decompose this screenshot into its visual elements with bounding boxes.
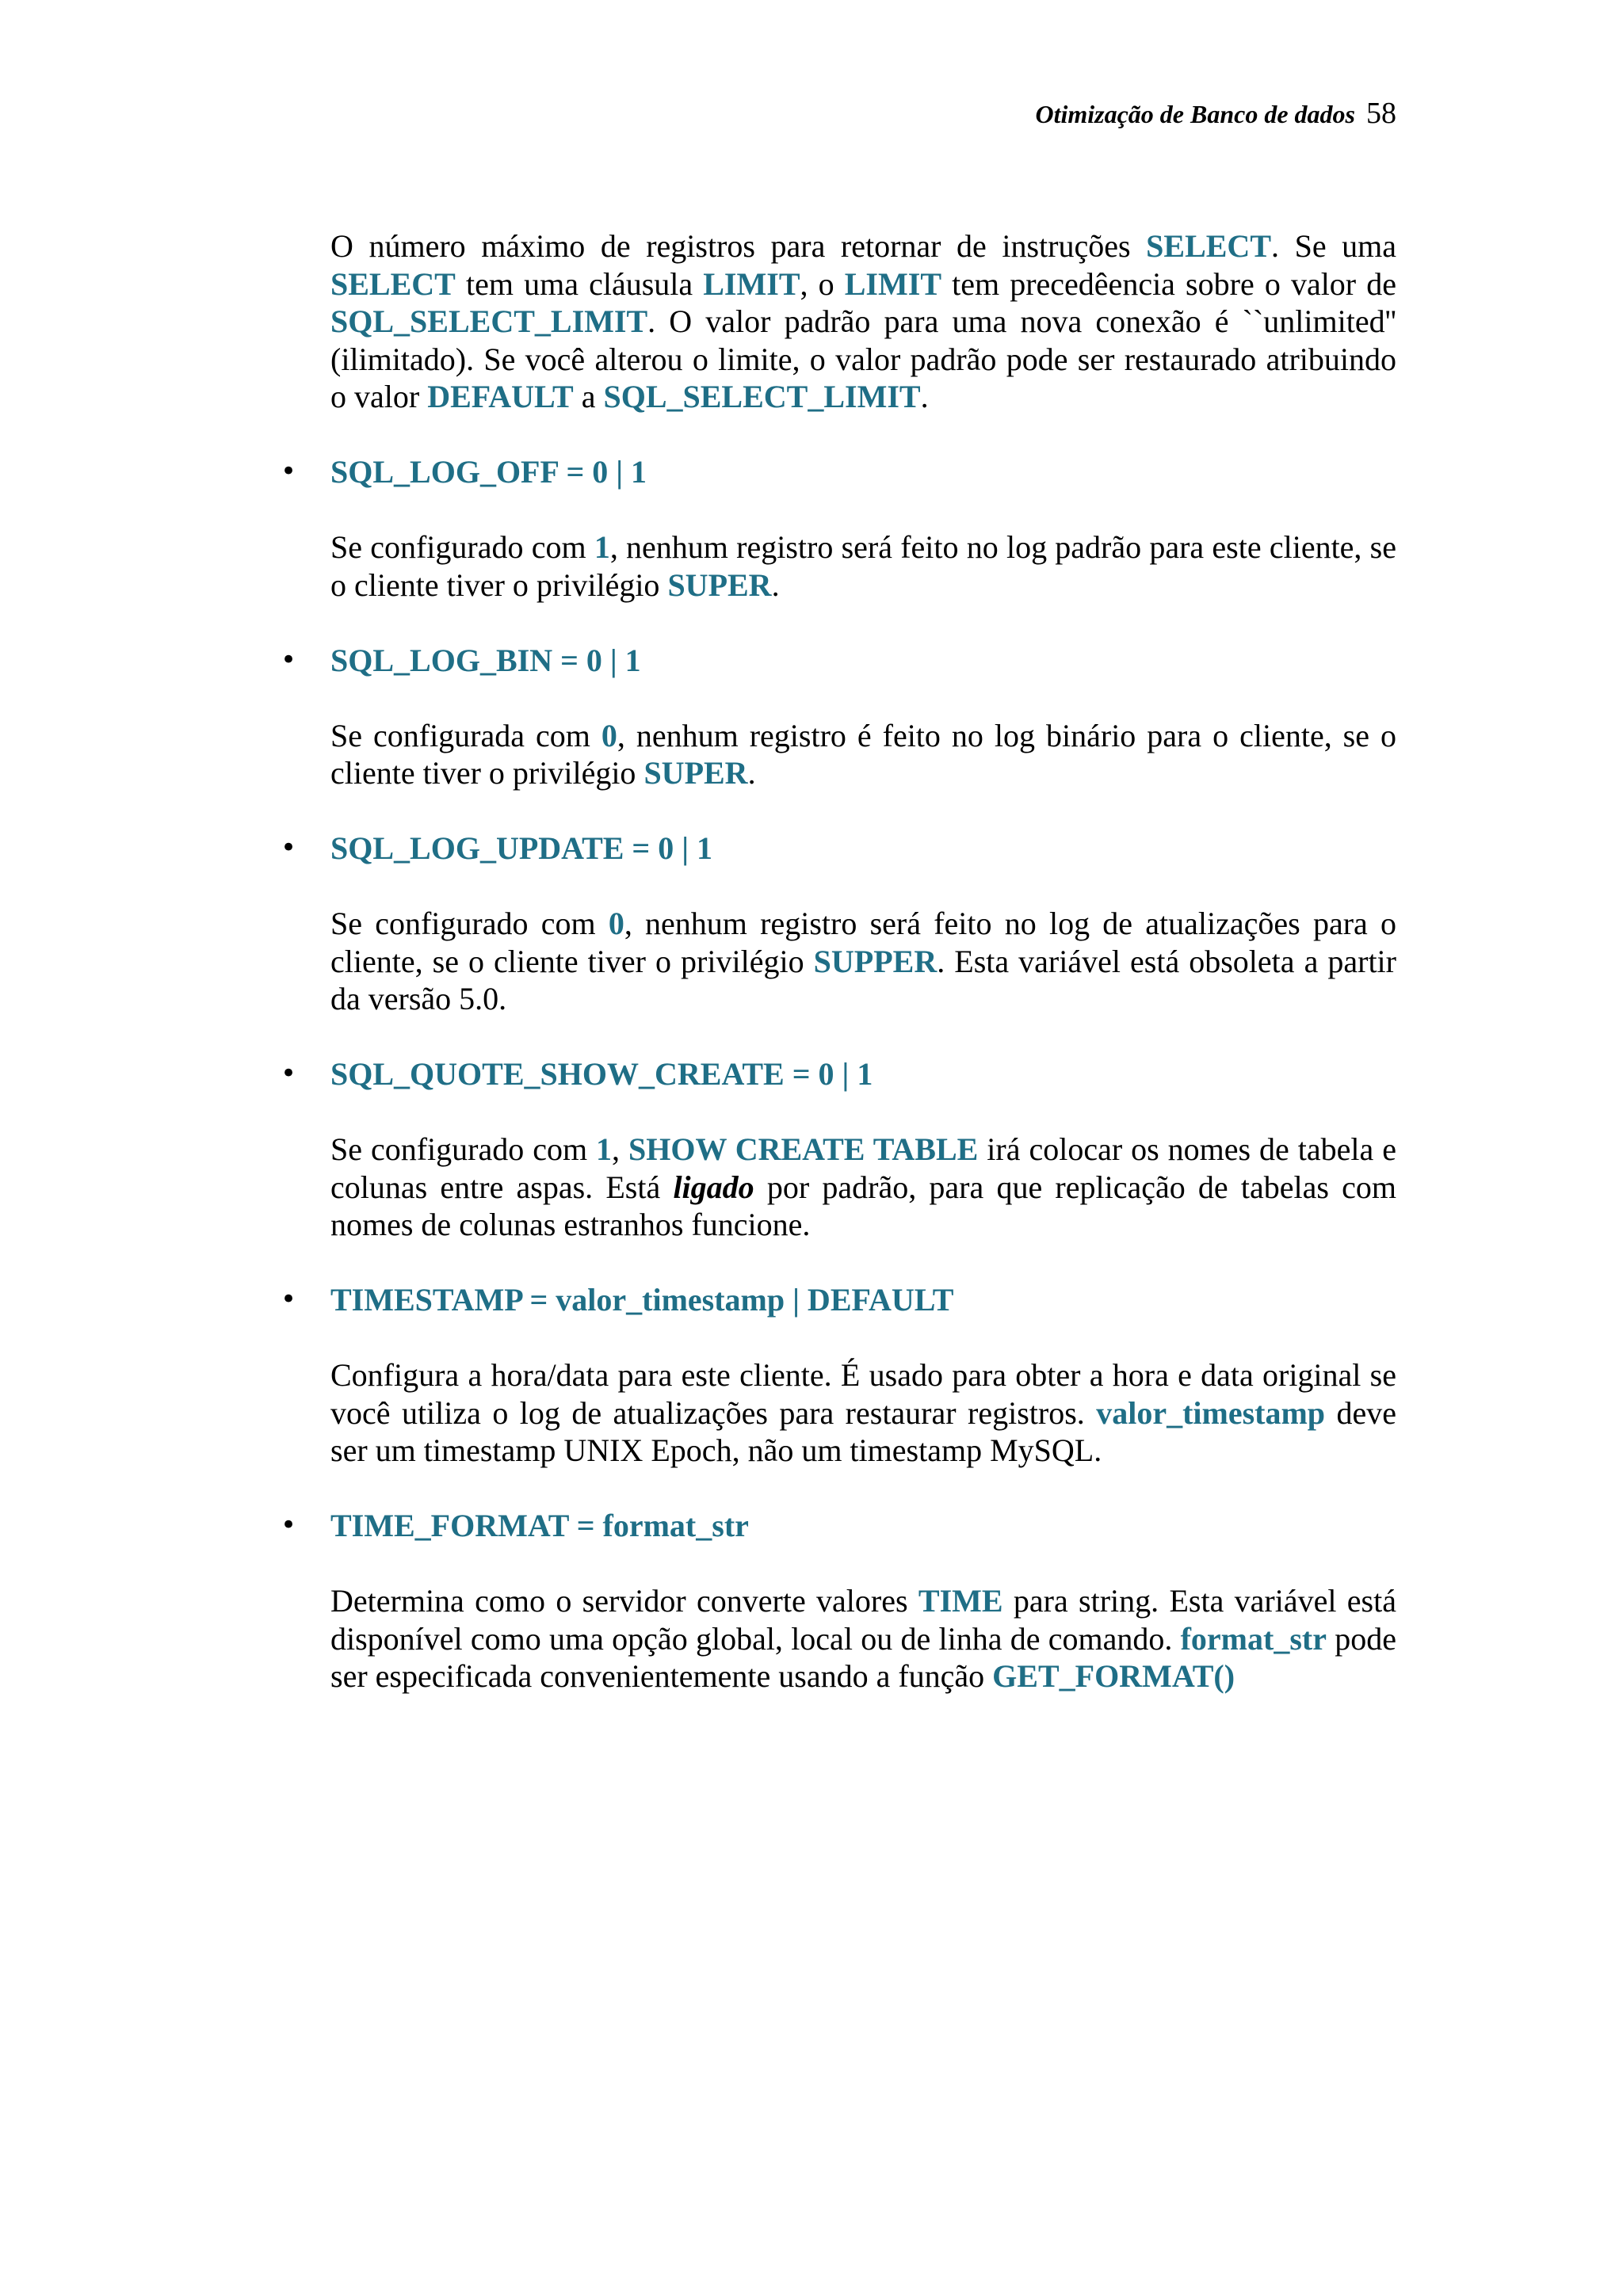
item-heading-text: SQL_QUOTE_SHOW_CREATE = 0 | 1 bbox=[330, 1056, 873, 1092]
item-heading bbox=[281, 642, 1396, 680]
item-description bbox=[330, 1131, 1396, 1244]
item-timestamp bbox=[281, 1281, 1396, 1470]
text-run: a bbox=[573, 379, 604, 414]
item-heading-text: SQL_LOG_OFF = 0 | 1 bbox=[330, 454, 647, 490]
text-run: . O valor padrão para uma nova conexão é ``unlimited'' (ilimitado). Se você alterou o limite, o valor padrão pode ser restaurado atribuindo o valor bbox=[330, 303, 1396, 414]
text-run: deve ser um timestamp UNIX Epoch, não um timestamp MySQL. bbox=[330, 1394, 1396, 1468]
item-sql-log-update bbox=[281, 830, 1396, 1018]
text-run: . bbox=[771, 566, 780, 603]
keyword: DEFAULT bbox=[427, 379, 574, 414]
text-run: , o bbox=[800, 265, 845, 302]
text-run: Se configurado com bbox=[330, 906, 609, 941]
item-heading bbox=[281, 1281, 1396, 1319]
text-run: por padrão, para que replicação de tabelas com nomes de colunas estranhos funcione. bbox=[330, 1169, 1396, 1242]
document-body bbox=[281, 227, 1397, 1695]
item-description bbox=[330, 905, 1396, 1018]
text-run: , bbox=[612, 1131, 628, 1167]
keyword: SQL_SELECT_LIMIT bbox=[330, 303, 648, 339]
item-sql-quote-show-create bbox=[281, 1055, 1396, 1244]
keyword: 1 bbox=[596, 1131, 613, 1167]
text-run: Se configurado com bbox=[330, 529, 594, 565]
item-heading-text: TIMESTAMP = valor_timestamp | DEFAULT bbox=[330, 1282, 954, 1318]
keyword: SELECT bbox=[1146, 228, 1271, 264]
bullet-icon: • bbox=[281, 1283, 297, 1315]
item-time-format bbox=[281, 1507, 1396, 1695]
item-heading-text: SQL_LOG_BIN = 0 | 1 bbox=[330, 642, 641, 678]
item-description bbox=[330, 1356, 1396, 1470]
keyword: 0 bbox=[601, 717, 617, 753]
text-run: tem precedêencia sobre o valor de bbox=[941, 265, 1396, 302]
text-run: , nenhum registro será feito no log padrão para este cliente, se o cliente tiver o privilégio bbox=[330, 529, 1396, 603]
text-run: Configura a hora/data para este cliente. É usado para obter a hora e data original se você utiliza o log de atualizações para restaurar registros. bbox=[330, 1357, 1396, 1431]
item-description bbox=[330, 528, 1396, 604]
item-heading-text: TIME_FORMAT = format_str bbox=[330, 1508, 749, 1543]
bullet-icon: • bbox=[281, 832, 297, 864]
text-run: O número máximo de registros para retornar de instruções bbox=[330, 228, 1147, 264]
keyword: format_str bbox=[1180, 1620, 1327, 1657]
text-run: , nenhum registro será feito no log de atualizações para o cliente, se o cliente tiver o privilégio bbox=[330, 906, 1396, 979]
keyword: SUPER bbox=[643, 755, 748, 791]
keyword: 0 bbox=[608, 906, 624, 941]
text-run: Determina como o servidor converte valores bbox=[330, 1583, 918, 1619]
bullet-icon: • bbox=[281, 643, 297, 676]
item-description bbox=[330, 1582, 1396, 1695]
item-heading bbox=[281, 1507, 1396, 1545]
text-run: Se configurado com bbox=[330, 1131, 597, 1167]
keyword: SUPPER bbox=[813, 943, 938, 979]
emphasis: ligado bbox=[673, 1169, 754, 1205]
keyword: GET_FORMAT() bbox=[992, 1658, 1235, 1694]
item-sql-log-bin bbox=[281, 642, 1396, 792]
text-run: irá colocar os nomes de tabela e colunas entre aspas. Está bbox=[330, 1131, 1396, 1205]
text-run: . Esta variável está obsoleta a partir da versão 5.0. bbox=[330, 943, 1396, 1016]
header-title: Otimização de Banco de dados bbox=[1035, 100, 1355, 128]
bullet-icon: • bbox=[281, 1058, 297, 1089]
intro-paragraph bbox=[330, 227, 1396, 416]
page-header bbox=[1035, 93, 1396, 134]
item-heading bbox=[281, 830, 1396, 868]
keyword: LIMIT bbox=[703, 265, 800, 302]
bullet-icon: • bbox=[281, 456, 297, 487]
text-run: Se configurada com bbox=[330, 717, 601, 753]
text-run: , nenhum registro é feito no log binário para o cliente, se o cliente tiver o privilégio bbox=[330, 717, 1396, 791]
text-run: para string. Esta variável está disponível como uma opção global, local ou de linha de comando. bbox=[330, 1583, 1396, 1657]
text-run: . bbox=[920, 379, 929, 414]
keyword: SELECT bbox=[330, 265, 456, 302]
item-heading-text: SQL_LOG_UPDATE = 0 | 1 bbox=[330, 830, 713, 866]
page-number: 58 bbox=[1366, 97, 1396, 130]
keyword: SQL_SELECT_LIMIT bbox=[603, 379, 921, 414]
keyword: TIME bbox=[918, 1583, 1003, 1619]
item-description bbox=[330, 717, 1396, 792]
text-run: pode ser especificada convenientemente usando a função bbox=[330, 1620, 1396, 1694]
item-sql-log-off bbox=[281, 453, 1396, 604]
text-run: . bbox=[747, 755, 756, 791]
text-run: tem uma cláusula bbox=[455, 265, 704, 302]
keyword: valor_timestamp bbox=[1096, 1394, 1326, 1431]
keyword: SUPER bbox=[667, 566, 772, 603]
keyword: 1 bbox=[594, 529, 610, 565]
keyword: SHOW CREATE TABLE bbox=[628, 1131, 979, 1167]
bullet-icon: • bbox=[281, 1509, 297, 1541]
keyword: LIMIT bbox=[844, 265, 941, 302]
item-heading bbox=[281, 453, 1396, 491]
text-run: . Se uma bbox=[1271, 228, 1397, 264]
item-heading bbox=[281, 1055, 1396, 1093]
